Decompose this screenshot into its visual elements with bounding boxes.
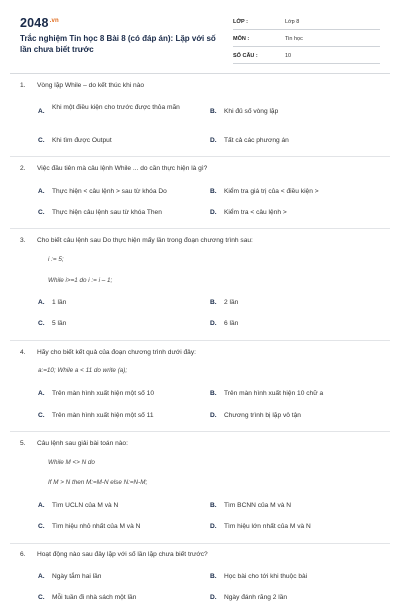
option-text: Tìm hiệu lớn nhất của M và N xyxy=(224,523,311,530)
question-divider xyxy=(10,228,390,229)
question-number: 6. xyxy=(20,551,26,558)
option-letter: A. xyxy=(38,299,45,306)
code-line: i := 5; xyxy=(48,256,64,263)
option-text: Tất cả các phương án xyxy=(224,137,289,144)
question-number: 1. xyxy=(20,82,26,89)
option-letter: D. xyxy=(210,594,217,601)
question-number: 5. xyxy=(20,440,26,447)
option-letter: B. xyxy=(210,573,217,580)
option-text: Khi đủ số vòng lặp xyxy=(224,108,279,115)
page-title: Trắc nghiệm Tin học 8 Bài 8 (có đáp án): Lặp với số lần chưa biết trước xyxy=(20,34,216,54)
question-prompt: Hoạt động nào sau đây lặp với số lần lặp chưa biết trước? xyxy=(37,551,208,558)
option-letter: B. xyxy=(210,390,217,397)
meta-value: 10 xyxy=(285,53,292,59)
option-letter: A. xyxy=(38,188,45,195)
meta-info xyxy=(233,16,380,67)
option-text: Trên màn hình xuất hiện 10 chữ a xyxy=(224,390,324,397)
option-text: Ngày đánh răng 2 lần xyxy=(224,594,288,601)
logo-text: 2048 xyxy=(20,16,49,30)
code-line: If M > N then M:=M-N else N:=N-M; xyxy=(48,479,148,486)
question-divider xyxy=(10,543,390,544)
meta-label: SỐ CÂU : xyxy=(233,53,258,59)
code-line: While M <> N do xyxy=(48,459,95,466)
option-text: Mỗi tuần đi nhà sách một lần xyxy=(52,594,137,601)
option-letter: D. xyxy=(210,209,217,216)
option-letter: C. xyxy=(38,137,45,144)
option-letter: C. xyxy=(38,523,45,530)
site-logo[interactable] xyxy=(20,16,59,30)
option-text: 5 lần xyxy=(52,320,67,327)
question-text xyxy=(20,550,382,559)
option-letter: D. xyxy=(210,137,217,144)
meta-label: LỚP : xyxy=(233,19,248,25)
code-line: a:=10; While a < 11 do write (a); xyxy=(38,367,128,374)
option-text: Kiểm tra < câu lệnh > xyxy=(224,209,287,216)
question-text xyxy=(20,439,382,448)
option-text: Khi một điều kiện cho trước được thỏa mãn xyxy=(52,104,180,111)
option-letter: D. xyxy=(210,523,217,530)
question-text xyxy=(20,348,382,357)
option-letter: C. xyxy=(38,412,45,419)
question-prompt: Hãy cho biết kết quả của đoạn chương trình dưới đây: xyxy=(37,349,196,356)
option-text: Tìm BCNN của M và N xyxy=(224,502,292,509)
meta-value: Lớp 8 xyxy=(285,19,300,25)
option-text: Kiểm tra giá trị của < điều kiện > xyxy=(224,188,319,195)
option-letter: C. xyxy=(38,320,45,327)
question-prompt: Việc đầu tiên mà câu lệnh While ... do cần thực hiện là gì? xyxy=(37,165,208,172)
option-letter: D. xyxy=(210,320,217,327)
option-text: Trên màn hình xuất hiện một số 11 xyxy=(52,412,154,419)
question-text xyxy=(20,236,382,245)
option-text: Tìm UCLN của M và N xyxy=(52,502,119,509)
option-letter: A. xyxy=(38,573,45,580)
question-text xyxy=(20,164,382,173)
question-text xyxy=(20,81,382,90)
option-letter: B. xyxy=(210,108,217,115)
option-letter: B. xyxy=(210,299,217,306)
code-line: While i>=1 do i := i – 1; xyxy=(48,277,113,284)
page-header xyxy=(20,10,380,70)
option-text: Khi tìm được Output xyxy=(52,137,112,144)
option-text: Thực hiện < câu lệnh > sau từ khóa Do xyxy=(52,188,167,195)
question-number: 2. xyxy=(20,165,26,172)
question-divider xyxy=(10,431,390,432)
question-prompt: Cho biết câu lệnh sau Do thực hiện mấy lần trong đoạn chương trình sau: xyxy=(37,237,253,244)
option-letter: B. xyxy=(210,188,217,195)
option-letter: C. xyxy=(38,209,45,216)
option-text: Học bài cho tới khi thuộc bài xyxy=(224,573,308,580)
option-text: Ngày tắm hai lần xyxy=(52,573,102,580)
meta-row-count xyxy=(233,50,380,64)
header-divider xyxy=(10,73,390,74)
logo-suffix: .vn xyxy=(49,17,59,24)
option-letter: C. xyxy=(38,594,45,601)
question-number: 3. xyxy=(20,237,26,244)
meta-row-subject xyxy=(233,33,380,47)
option-text: Tìm hiệu nhỏ nhất của M và N xyxy=(52,523,141,530)
question-divider xyxy=(10,156,390,157)
option-letter: A. xyxy=(38,502,45,509)
question-divider xyxy=(10,340,390,341)
option-text: Thực hiện câu lệnh sau từ khóa Then xyxy=(52,209,162,216)
option-letter: A. xyxy=(38,390,45,397)
question-number: 4. xyxy=(20,349,26,356)
option-letter: D. xyxy=(210,412,217,419)
option-letter: A. xyxy=(38,108,45,115)
meta-label: MÔN : xyxy=(233,36,250,42)
option-text: 1 lần xyxy=(52,299,67,306)
meta-value: Tin học xyxy=(285,36,303,42)
meta-row-class xyxy=(233,16,380,30)
question-prompt: Vòng lặp While – do kết thúc khi nào xyxy=(37,82,145,89)
option-letter: B. xyxy=(210,502,217,509)
option-text: Trên màn hình xuất hiện một số 10 xyxy=(52,390,155,397)
option-text: 6 lần xyxy=(224,320,239,327)
question-prompt: Câu lệnh sau giải bài toán nào: xyxy=(37,440,128,447)
option-text: 2 lần xyxy=(224,299,239,306)
option-text: Chương trình bị lặp vô tận xyxy=(224,412,301,419)
